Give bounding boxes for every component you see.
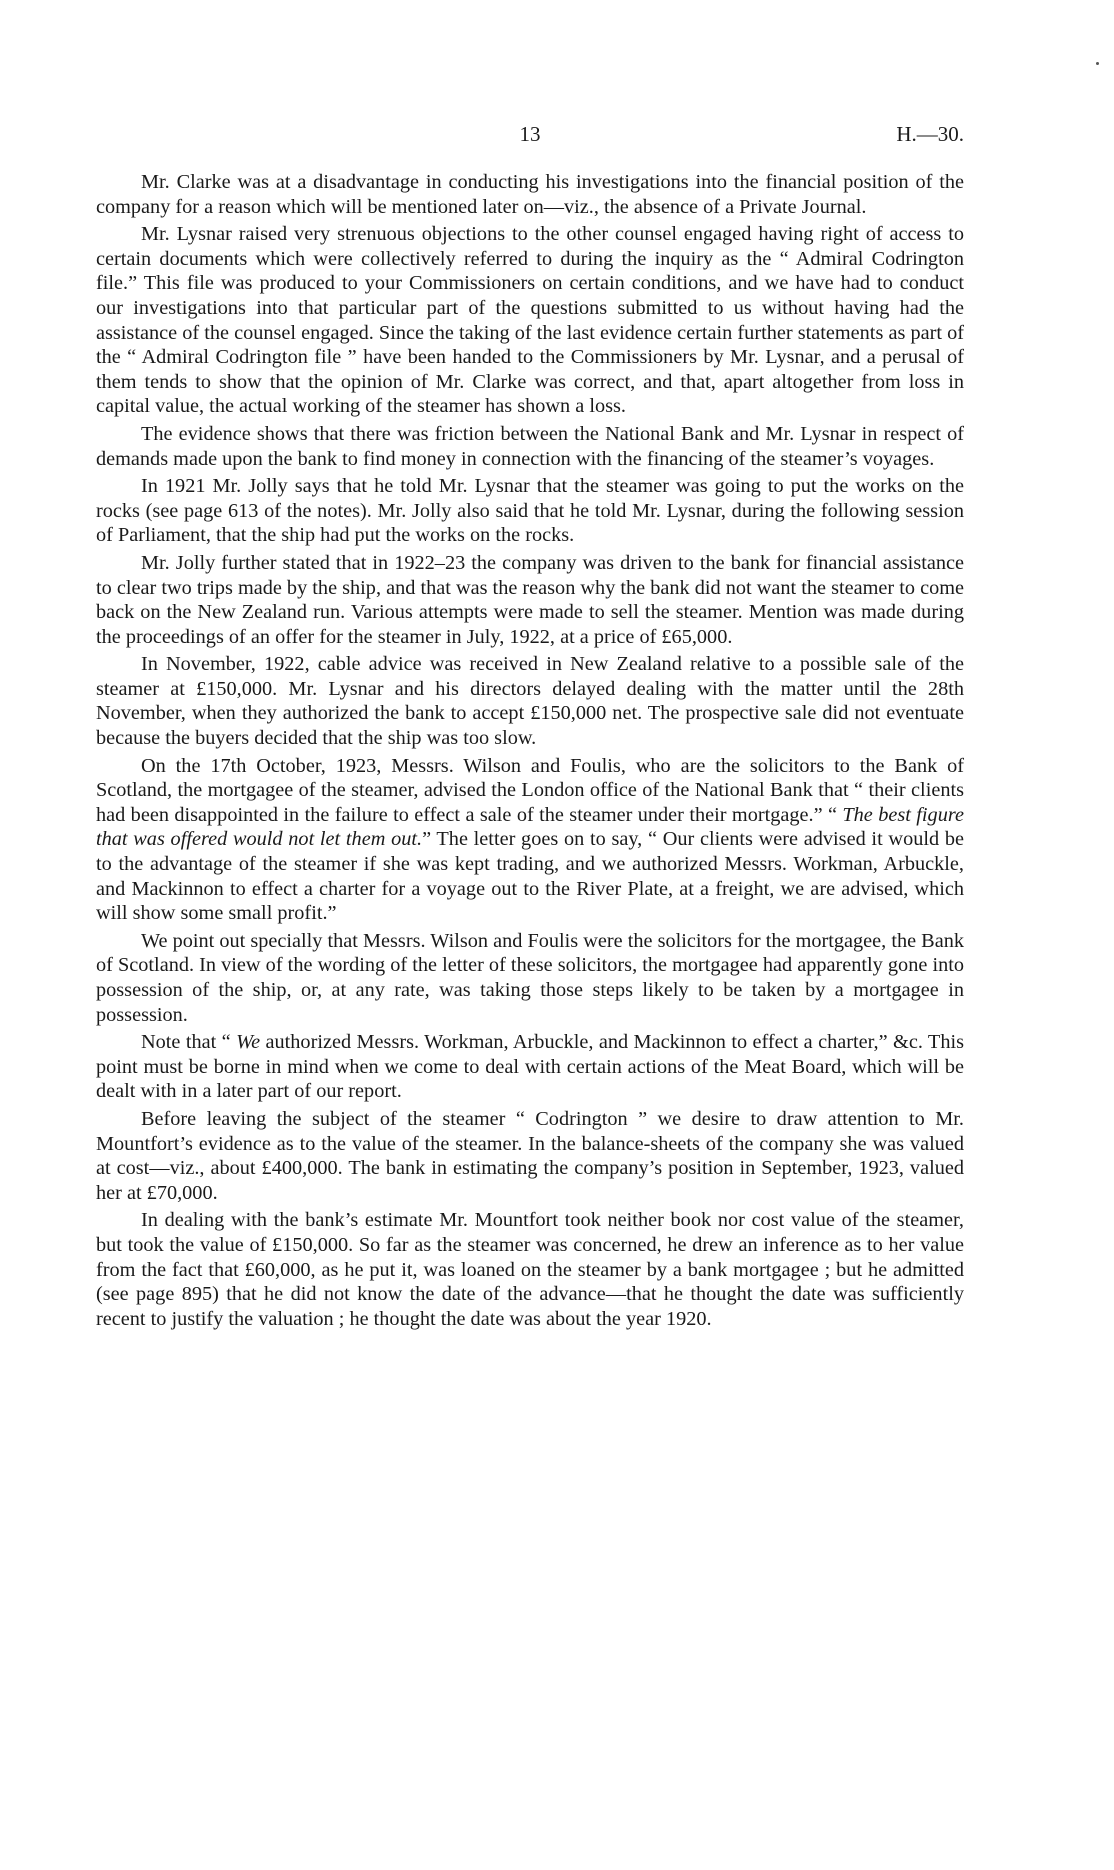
italic-emphasis: We xyxy=(236,1031,261,1054)
body-text xyxy=(96,170,964,1334)
document-reference: H.—30. xyxy=(896,122,964,146)
paragraph-text: ” The letter goes on to say, “ Our clients were advised it would be to the advantage of the steamer if she was kept trading, and we authorized Messrs. Workman, Arbuckle, and Mackinnon to effect a charter for a voyage out to the River Plate, at a freight, we are advised, which will show some small profit.” xyxy=(96,828,964,925)
paragraph-mountfort-evidence: Before leaving the subject of the steamer “ Codrington ” we desire to draw attention to Mr. Mountfort’s evidence as to the value of the steamer. In the balance-sheets of the company she was valued at cost—viz., about £400,000. The bank in estimating the company’s position in September, 1923, valued her at £70,000. xyxy=(96,1107,964,1204)
page-header xyxy=(96,122,964,152)
paragraph-text: authorized Messrs. Workman, Arbuckle, and Mackinnon to effect a charter,” &c. This point must be borne in mind when we come to deal with certain actions of the Meat Board, which will be dealt with in a later part of our report. xyxy=(96,1031,964,1103)
paragraph-november-1922: In November, 1922, cable advice was received in New Zealand relative to a possible sale of the steamer at £150,000. Mr. Lysnar and his directors delayed dealing with the matter until the 28th November, when they authorized the bank to accept £150,000 net. The prospective sale did not eventuate because the buyers decided that the ship was too slow. xyxy=(96,653,964,750)
paragraph-bank-estimate: In dealing with the bank’s estimate Mr. Mountfort took neither book nor cost value of the steamer, but took the value of £150,000. So far as the steamer was concerned, he drew an inference as to her value from the fact that £60,000, as he put it, was loaned on the steamer by a bank mortgagee ; but he admitted (see page 895) that he did not know the date of the advance—that he thought the date was sufficiently recent to justify the valuation ; he thought the date was about the year 1920. xyxy=(96,1209,964,1330)
paragraph-clarke-disadvantage: Mr. Clarke was at a disadvantage in conducting his investigations into the financial position of the company for a reason which will be mentioned later on—viz., the absence of a Private Journal. xyxy=(96,171,964,218)
paragraph-bank-friction: The evidence shows that there was friction between the National Bank and Mr. Lysnar in respect of demands made upon the bank to find money in connection with the financing of the steamer’s voyages. xyxy=(96,422,964,470)
margin-speck xyxy=(1096,62,1099,65)
paragraph-jolly-1921: In 1921 Mr. Jolly says that he told Mr. Lysnar that the steamer was going to put the works on the rocks (see page 613 of the notes). Mr. Jolly also said that he told Mr. Lysnar, during the following session of Parliament, that the ship had put the works on the rocks. xyxy=(96,475,964,547)
paragraph-mortgagee-possession: We point out specially that Messrs. Wilson and Foulis were the solicitors for the mortgagee, the Bank of Scotland. In view of the wording of the letter of these solicitors, the mortgagee had apparently gone into possession of the ship, or, at any rate, was taking those steps likely to be taken by a mortgagee in possession. xyxy=(96,929,964,1026)
paragraph-codrington-file: Mr. Lysnar raised very strenuous objections to the other counsel engaged having right of access to certain documents which were collectively referred to during the inquiry as the “ Admiral Codrington file.” This file was produced to your Commissioners on certain conditions, and we have had to conduct our investigations into that particular part of the questions submitted to us without having had the assistance of the counsel engaged. Since the taking of the last evidence certain further statements as part of the “ Admiral Codrington file ” have been handed to the Commissioners by Mr. Lysnar, and a perusal of them tends to show that the opinion of Mr. Clarke was correct, and that, apart altogether from loss in capital value, the actual working of the steamer has shown a loss. xyxy=(96,223,964,418)
paragraph-wilson-foulis-letter xyxy=(96,754,964,926)
italic-quote: The best figure that was offered would not let them out. xyxy=(96,803,964,851)
paragraph-text: Note that “ xyxy=(141,1031,237,1054)
page-number: 13 xyxy=(519,122,541,146)
paragraph-charter-note xyxy=(96,1030,964,1104)
paragraph-jolly-1922: Mr. Jolly further stated that in 1922–23 the company was driven to the bank for financial assistance to clear two trips made by the ship, and that was the reason why the bank did not want the steamer to come back on the New Zealand run. Various attempts were made to sell the steamer. Mention was made during the proceedings of an offer for the steamer in July, 1922, at a price of £65,000. xyxy=(96,551,964,648)
paragraph-text: On the 17th October, 1923, Messrs. Wilson and Foulis, who are the solicitors to the Bank of Scotland, the mortgagee of the steamer, advised the London office of the National Bank that “ their clients had been disappointed in the failure to effect a sale of the steamer under their mortgage.” “ xyxy=(96,754,964,826)
